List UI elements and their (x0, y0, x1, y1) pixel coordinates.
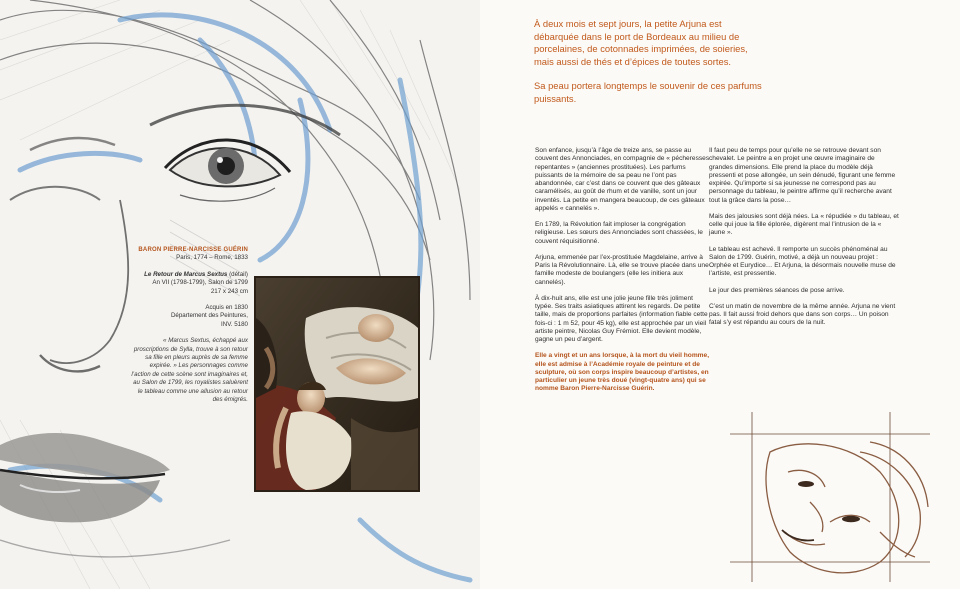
paragraph: En 1789, la Révolution fait imploser la congrégation religieuse. Les sœurs des Annonciades sont chassées, le couvent réquisitionné. (535, 221, 703, 245)
caption-date-line: An VII (1798-1799), Salon de 1799 (152, 279, 248, 287)
caption-acquired: Acquis en 1830 (205, 304, 248, 312)
paragraph: Mais des jalousies sont déjà nées. La « répudiée » du tableau, et celle qui joue la fille éplorée, digèrent mal l’intrusion de la « jaune ». (709, 212, 899, 237)
caption-title-line (130, 271, 248, 279)
paragraph: C’est un matin de novembre de la même année. Arjuna ne vient pas. Il fait aussi froid dehors que dans son corps… Un poison fatal s’y est répandu au cours de la nuit. (709, 302, 896, 327)
caption-dimensions: 217 x 243 cm (210, 287, 248, 295)
caption-title: Le Retour de Marcus Sextus (144, 270, 228, 278)
painting-illustration (256, 278, 418, 490)
paragraph: À dix-huit ans, elle est une jolie jeune fille très joliment typée. Ses traits asiatiques attirent les regards. De petite taille, mais de proportions parfaites (information fiable cette fois-ci : 1 m 52, pour 45 kg), elle est approchée par un vieil artiste peintre, Nicolas Guy Frémiot. Elle devient modèle, gagne un peu d’argent. (535, 294, 708, 343)
caption-dates: Paris, 1774 – Rome, 1833 (176, 254, 248, 262)
caption-title-suffix: (détail) (227, 270, 248, 278)
paragraph: Le tableau est achevé. Il remporte un succès phénoménal au Salon de 1799. Guérin, motivé, a déjà un nouveau projet : Orphée et Eurydice… Et Arjuna, la désormais nouvelle muse de l’artiste, est pressentie. (709, 245, 896, 278)
caption-department: Département des Peintures, (170, 312, 248, 320)
paragraph: Le jour des premières séances de pose arrive. (709, 286, 845, 294)
sketch-face-drawing (730, 412, 930, 582)
paragraph: Il faut peu de temps pour qu’elle ne se retrouve devant son chevalet. Le peintre a en projet une œuvre imaginaire de grandes dimensions. Elle prend la place du modèle déjà pressenti et pose allongée, un sein dénudé, figurant une femme expirée. Qu’importe si sa jeunesse ne correspond pas au personnage du tableau, le peintre affirme qu’il recherche avant tout la grâce dans la pose… (709, 147, 896, 204)
intro-paragraph: À deux mois et sept jours, la petite Arjuna est débarquée dans le port de Bordeaux au milieu de porcelaines, de cotonnades imprimées, de soieries, mais aussi de thés et d’épices de toutes sortes. (534, 18, 748, 67)
intro-text (534, 18, 764, 118)
highlight-paragraph: Elle a vingt et un ans lorsque, à la mort du vieil homme, elle est admise à l’Académie royale de peinture et de sculpture, où son corps inspire beaucoup d’artistes, en particulier un jeune très doué (vingt-quatre ans) qui se nomme Baron Pierre-Narcisse Guérin. (535, 352, 710, 393)
text-column-right (709, 147, 899, 336)
paragraph: Son enfance, jusqu’à l’âge de treize ans, se passe au couvent des Annonciades, en compagnie de « pécheresses repentantes » (anciennes prostituées). Les parfums puissants de la mémoire de sa peau ne l’ont pas abandonnée, car c’est dans ce couvent que des gâteaux caramélisés, au goût de rhum et de vanille, sont un jour inventés. La petite en mangera beaucoup, de ces gâteaux appelés « cannelés ». (535, 147, 710, 212)
intro-paragraph: Sa peau portera longtemps le souvenir de ces parfums puissants. (534, 80, 762, 104)
paragraph: Arjuna, emmenée par l’ex-prostituée Magdelaine, arrive à Paris la Révolutionnaire. Là, elle se trouve placée dans une famille modeste de boulangers (elle les initiera aux cannelés). (535, 253, 709, 286)
caption-quote: « Marcus Sextus, échappé aux proscriptions de Sylla, trouve à son retour sa fille en pleurs auprès de sa femme expirée. » Les personnages comme l’action de cette scène sont imaginaires et, au Salon de 1799, les royalistes saluèrent le tableau comme une allusion au retour des émigrés. (131, 337, 248, 404)
caption-artist: BARON PIERRE-NARCISSE GUÉRIN (138, 247, 248, 253)
painting-caption (130, 246, 248, 405)
caption-inventory: INV. 5180 (221, 320, 248, 328)
painting-image (254, 276, 420, 492)
text-column-left (535, 147, 710, 402)
